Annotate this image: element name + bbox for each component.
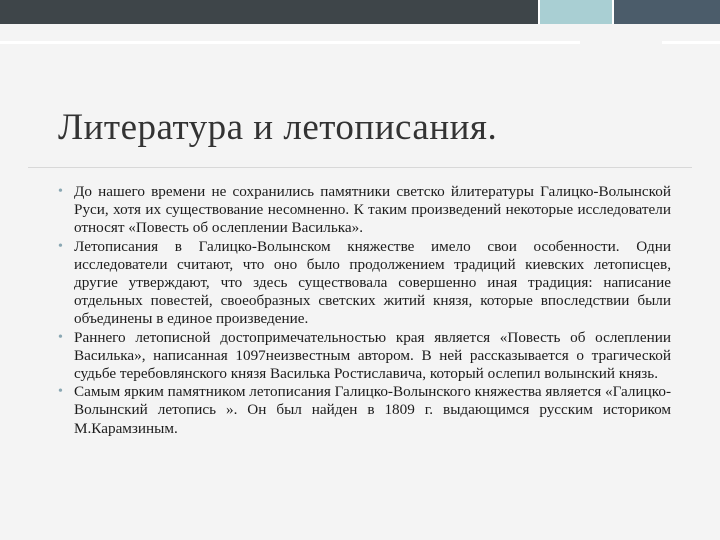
bullet-icon: • [58,329,63,345]
bullet-icon: • [58,184,63,199]
bullet-item [58,183,671,238]
decor-rule-left [0,41,580,44]
bullet-item [58,383,671,438]
bullet-list [58,183,671,438]
bullet-icon: • [58,238,63,254]
bullet-text: Летописания в Галицко-Волынском княжестве имело свои особенности. Одни исследователи считают, что оно было продолжением традиций киевских летописцев, другие утверждают, что здесь существовала совершенно иная традиция: написание отдельных повестей, своеобразных светских житий князя, которые впоследствии были объединены в единое произведение. [74,237,671,328]
bullet-icon: • [58,384,63,400]
slide-title: Литература и летописания. [58,107,498,148]
bullet-text: Раннего летописной достопримечательностью края является «Повесть об ослеплении Василька», написанная 1097неизвестным автором. В ней рассказывается о трагической судьбе теребовлянского князя Василька Ростиславича, который ослепил волынский князь. [74,328,671,383]
bullet-text: До нашего времени не сохранились памятники светско йлитературы Галицко-Волынской Руси, хотя их существование несомненно. К таким произведений некоторые исследователи относят «Повесть об ослеплении Василька». [74,183,671,237]
title-divider [28,167,692,168]
top-decor-bar [0,0,720,24]
top-bar-slate-segment [614,0,720,24]
top-bar-teal-segment [540,0,612,24]
bullet-item [58,238,671,329]
bullet-text: Самым ярким памятником летописания Галицко-Волынского княжества является «Галицко-Волынский летопись ». Он был найден в 1809 г. выдающимся русским историком М.Карамзиным. [74,383,671,437]
top-bar-dark-segment [0,0,538,24]
bullet-item [58,329,671,384]
decor-rule-right [662,41,720,44]
